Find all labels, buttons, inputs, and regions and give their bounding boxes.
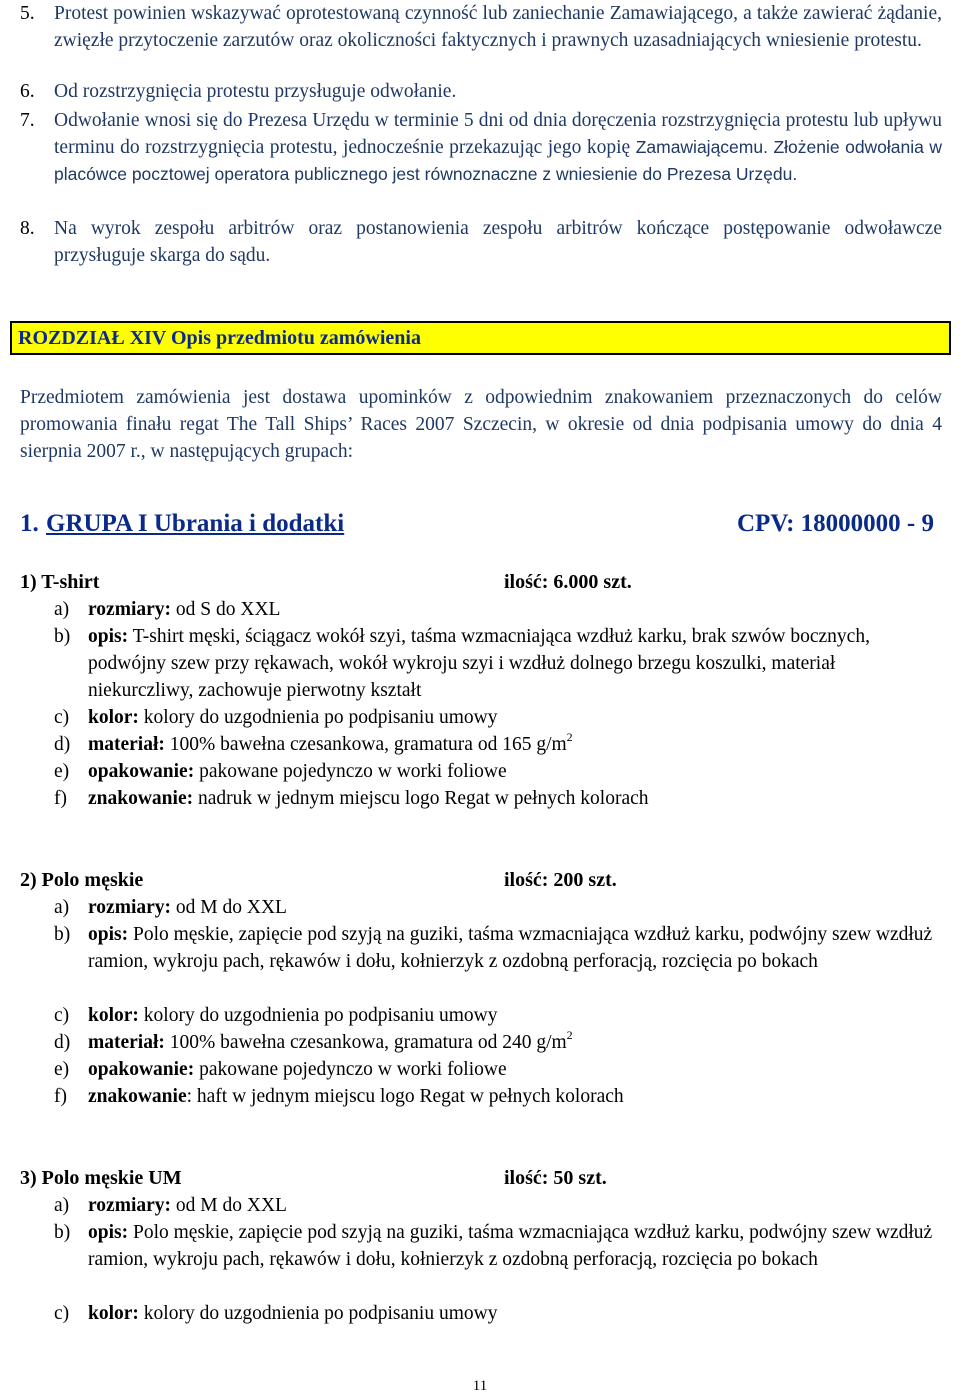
spec-line xyxy=(54,894,944,921)
spec-label: rozmiary: xyxy=(88,599,172,620)
point-number: 8. xyxy=(20,218,35,239)
spec-line xyxy=(54,921,944,975)
spec-label: znakowanie: xyxy=(88,788,194,809)
spec-value: pakowane pojedynczo w worki foliowe xyxy=(199,1059,507,1080)
spec-line xyxy=(54,731,944,758)
spec-line xyxy=(54,1300,944,1327)
spec-letter: a) xyxy=(54,1195,70,1216)
point-6 xyxy=(20,78,942,105)
spec-line xyxy=(54,1056,944,1083)
spec-line xyxy=(54,1219,944,1273)
spec-value: Polo męskie, zapięcie pod szyją na guziki, taśma wzmacniająca wzdłuż karku, podwójny szew wzdłuż ramion, wykroju pach, rękawów i dołu, kołnierzyk z ozdobną perforacją, rozcięcia po bokach xyxy=(88,1222,933,1270)
spec-label: materiał: xyxy=(88,1032,165,1053)
spec-value: kolory do uzgodnienia po podpisaniu umowy xyxy=(143,707,498,728)
item-name: 1) T-shirt xyxy=(20,571,100,593)
spec-letter: b) xyxy=(54,1222,71,1243)
spec-letter: d) xyxy=(54,1032,71,1053)
point-5 xyxy=(20,0,942,54)
spec-value: Polo męskie, zapięcie pod szyją na guziki, taśma wzmacniająca wzdłuż karku, podwójny szew wzdłuż ramion, wykroju pach, rękawów i dołu, kołnierzyk z ozdobną perforacją, rozcięcia po bokach xyxy=(88,924,933,972)
point-7 xyxy=(20,107,942,188)
item-name: 3) Polo męskie UM xyxy=(20,1167,182,1189)
spec-label: opis: xyxy=(88,924,129,945)
point-text: Od rozstrzygnięcia protestu przysługuje odwołanie. xyxy=(54,81,457,102)
spec-letter: f) xyxy=(54,1086,67,1107)
spec-letter: a) xyxy=(54,897,70,918)
item-quantity: ilość: 6.000 szt. xyxy=(504,571,632,593)
item-quantity: ilość: 50 szt. xyxy=(504,1167,607,1189)
item-quantity: ilość: 200 szt. xyxy=(504,869,617,891)
point-number: 5. xyxy=(20,3,35,24)
point-text-serif: Odwołanie wnosi się do Prezesa Urzędu w terminie 5 dni od dnia doręczenia rozstrzygnięcia protestu lub upływu terminu do rozstrzygnięcia protestu, jednocześnie przekazując jego kopię xyxy=(54,110,942,158)
spec-letter: e) xyxy=(54,1059,70,1080)
spec-letter: b) xyxy=(54,626,71,647)
spec-value: T-shirt męski, ściągacz wokół szyi, taśma wzmacniająca wzdłuż karku, brak szwów bocznych, podwójny szew przy rękawach, wokół wykroju szyi i wzdłuż dolnego brzegu koszulki, materiał niekurczliwy, zachowuje pierwotny kształt xyxy=(88,626,870,701)
spec-label: opakowanie: xyxy=(88,761,195,782)
spec-line xyxy=(54,1083,944,1110)
spec-value: nadruk w jednym miejscu logo Regat w pełnych kolorach xyxy=(197,788,649,809)
chapter-title: ROZDZIAŁ XIV Opis przedmiotu zamówienia xyxy=(18,326,421,349)
spec-letter: a) xyxy=(54,599,70,620)
group-cpv: CPV: 18000000 - 9 xyxy=(737,510,934,537)
spec-label: kolor: xyxy=(88,707,139,728)
spec-line xyxy=(54,1192,944,1219)
spec-line xyxy=(54,758,944,785)
spec-letter: c) xyxy=(54,1005,70,1026)
intro-paragraph: Przedmiotem zamówienia jest dostawa upominków z odpowiednim znakowaniem przeznaczonych do celów promowania finału regat The Tall Ships’ Races 2007 Szczecin, w okresie od dnia podpisania umowy do dnia 4 sierpnia 2007 r., w następujących grupach: xyxy=(20,387,942,462)
spec-line xyxy=(54,623,944,704)
spec-value: od M do XXL xyxy=(175,1195,287,1216)
point-number: 7. xyxy=(20,110,35,131)
spec-label: znakowanie xyxy=(88,1086,187,1107)
point-text-sans: Zamawiającemu. Złożenie odwołania w placówce pocztowej operatora publicznego jest równoznaczne z wniesienie do Prezesa Urzędu. xyxy=(54,137,943,184)
point-8 xyxy=(20,215,942,269)
spec-value: pakowane pojedynczo w worki foliowe xyxy=(199,761,507,782)
group-heading xyxy=(20,510,940,544)
spec-value: od M do XXL xyxy=(175,897,287,918)
spec-letter: f) xyxy=(54,788,67,809)
spec-value: 100% bawełna czesankowa, gramatura od 240 g/m xyxy=(169,1032,567,1053)
spec-label: kolor: xyxy=(88,1303,139,1324)
spec-value: : haft w jednym miejscu logo Regat w pełnych kolorach xyxy=(186,1086,624,1107)
item-name: 2) Polo męskie xyxy=(20,869,144,891)
spec-value: kolory do uzgodnienia po podpisaniu umowy xyxy=(143,1303,498,1324)
spec-value: kolory do uzgodnienia po podpisaniu umowy xyxy=(143,1005,498,1026)
spec-label: opis: xyxy=(88,1222,129,1243)
spec-line xyxy=(54,1029,944,1056)
point-text xyxy=(54,107,942,188)
spec-label: opis: xyxy=(88,626,129,647)
spec-line xyxy=(54,704,944,731)
spec-label: opakowanie: xyxy=(88,1059,195,1080)
chapter-heading xyxy=(10,321,951,355)
spec-label: kolor: xyxy=(88,1005,139,1026)
spec-label: rozmiary: xyxy=(88,897,172,918)
point-number: 6. xyxy=(20,81,35,102)
spec-label: rozmiary: xyxy=(88,1195,172,1216)
spec-line xyxy=(54,1002,944,1029)
spec-letter: c) xyxy=(54,707,70,728)
point-text: Na wyrok zespołu arbitrów oraz postanowienia zespołu arbitrów kończące postępowanie odwoławcze przysługuje skarga do sądu. xyxy=(54,218,942,266)
group-name: GRUPA I Ubrania i dodatki xyxy=(46,510,345,537)
spec-letter: d) xyxy=(54,734,71,755)
point-text: Protest powinien wskazywać oprotestowaną czynność lub zaniechanie Zamawiającego, a także zawierać żądanie, zwięzłe przytoczenie zarzutów oraz okoliczności faktycznych i prawnych uzasadniających wniesienie protestu. xyxy=(54,3,942,51)
spec-line xyxy=(54,596,944,623)
superscript: 2 xyxy=(566,730,573,744)
superscript: 2 xyxy=(566,1028,573,1042)
page-number: 11 xyxy=(472,1378,488,1394)
spec-label: materiał: xyxy=(88,734,165,755)
spec-line xyxy=(54,785,944,812)
spec-value: 100% bawełna czesankowa, gramatura od 165 g/m xyxy=(169,734,567,755)
spec-value: od S do XXL xyxy=(175,599,281,620)
spec-letter: e) xyxy=(54,761,70,782)
spec-letter: b) xyxy=(54,924,71,945)
group-number: 1. xyxy=(20,510,39,537)
spec-letter: c) xyxy=(54,1303,70,1324)
